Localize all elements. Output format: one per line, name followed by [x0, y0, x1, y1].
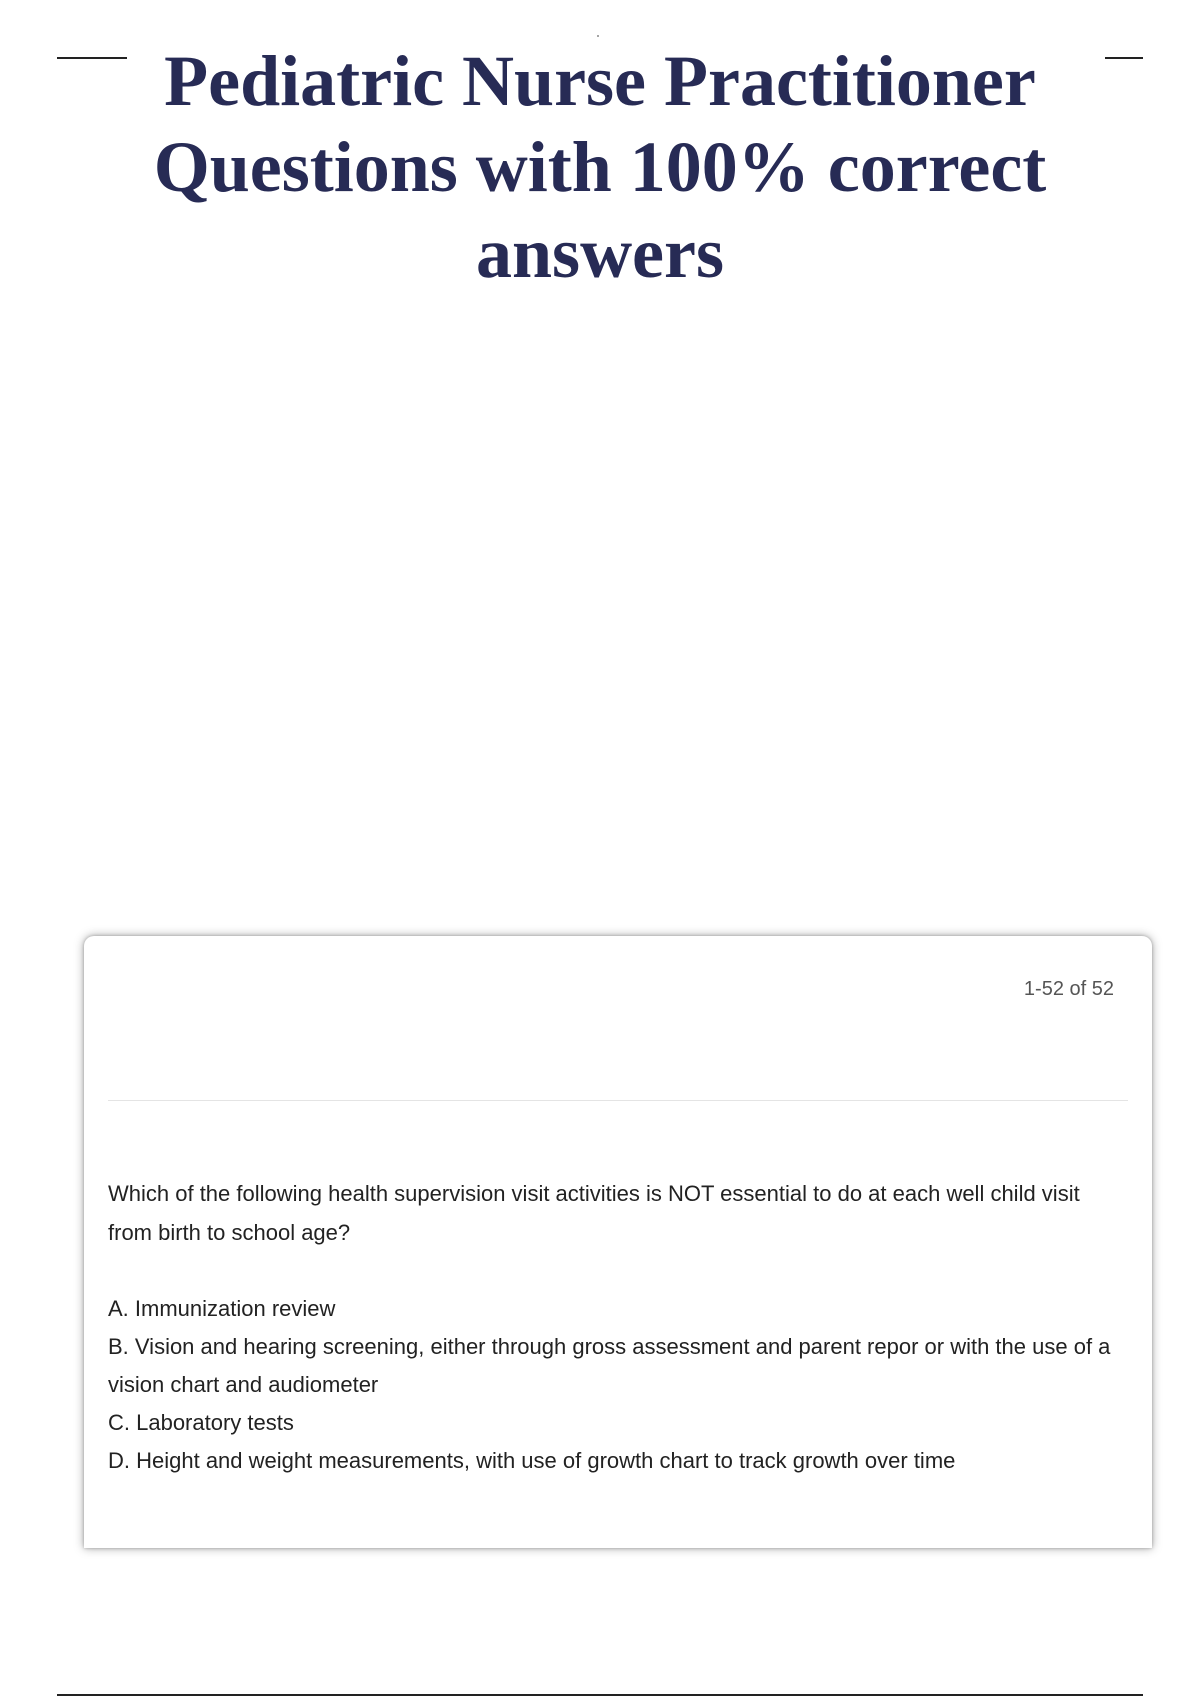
header-rule-right [1105, 57, 1143, 59]
question-text: Which of the following health supervision visit activities is NOT essential to do at each well child visit from birth to school age? [108, 1181, 1080, 1245]
flashcard-panel [84, 936, 1152, 1548]
card-count: 1-52 of 52 [1023, 978, 1114, 1000]
card-divider [108, 1100, 1128, 1101]
answer-options [108, 1290, 1118, 1480]
option-c: C. Laboratory tests [108, 1410, 294, 1435]
option-d: D. Height and weight measurements, with use of growth chart to track growth over time [108, 1448, 956, 1473]
option-b: B. Vision and hearing screening, either through gross assessment and parent repor or with the use of a vision chart and audiometer [108, 1334, 1111, 1397]
document-title: Pediatric Nurse Practitioner Questions with 100% correct answers [153, 41, 1047, 293]
footer-rule [57, 1694, 1143, 1696]
option-a: A. Immunization review [108, 1296, 336, 1321]
speck-mark [597, 35, 599, 37]
